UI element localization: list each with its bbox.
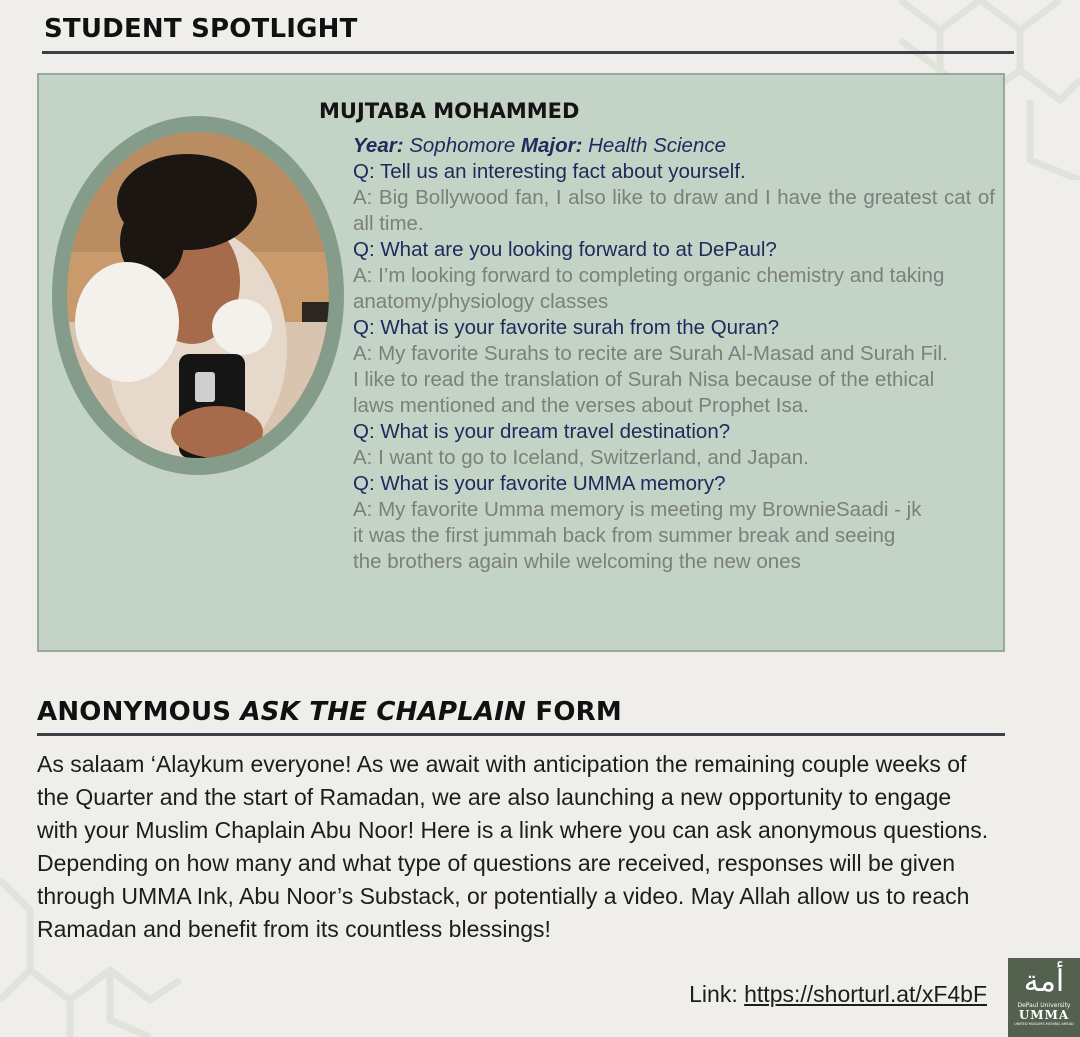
answer-4: A: I want to go to Iceland, Switzerland, and Japan. [353, 446, 809, 469]
form-link-line [689, 981, 987, 1008]
portrait-frame [52, 116, 344, 475]
question-5: Q: What is your favorite UMMA memory? [353, 472, 726, 495]
logo-tagline: UNITED MUSLIMS MOVING AHEAD [1014, 1022, 1074, 1026]
year-value: Sophomore [409, 134, 516, 157]
student-spotlight-card [37, 73, 1005, 652]
link-label: Link: [689, 981, 745, 1007]
logo-name: UMMA [1018, 1008, 1070, 1022]
chaplain-title-divider [37, 733, 1005, 736]
qa-list [353, 133, 995, 575]
major-value: Health Science [588, 134, 727, 157]
answer-3: A: My favorite Surahs to recite are Surah Al-Masad and Surah Fil. I like to read the translation of Surah Nisa because of the ethical laws mentioned and the verses about Prophet Isa. [353, 342, 948, 417]
student-portrait [67, 132, 329, 458]
umma-logo [1008, 958, 1080, 1037]
question-2: Q: What are you looking forward to at DePaul? [353, 238, 777, 261]
form-link[interactable]: https://shorturl.at/xF4bF [744, 981, 987, 1007]
year-label: Year: [353, 134, 404, 157]
logo-university: DePaul University [1017, 1002, 1071, 1009]
logo-arabic-mark: أمة [1023, 964, 1065, 999]
answer-1: A: Big Bollywood fan, I also like to draw and I have the greatest cat of all time. [353, 186, 995, 235]
question-1: Q: Tell us an interesting fact about yourself. [353, 160, 746, 183]
student-name: MUJTABA MOHAMMED [319, 99, 580, 123]
chaplain-section-title [37, 697, 622, 727]
chaplain-title-italic: ASK THE CHAPLAIN [240, 697, 527, 727]
spotlight-title-divider [42, 51, 1014, 54]
question-3: Q: What is your favorite surah from the Quran? [353, 316, 780, 339]
answer-5: A: My favorite Umma memory is meeting my BrownieSaadi - jk it was the first jummah back from summer break and seeing the brothers again while welcoming the new ones [353, 498, 922, 573]
major-label: Major: [520, 134, 583, 157]
chaplain-title-start: ANONYMOUS [37, 697, 241, 727]
chaplain-title-end: FORM [526, 697, 622, 727]
answer-2: A: I’m looking forward to completing organic chemistry and taking anatomy/physiology classes [353, 264, 945, 313]
spotlight-section-title: STUDENT SPOTLIGHT [44, 14, 358, 44]
question-4: Q: What is your dream travel destination? [353, 420, 731, 443]
chaplain-announcement: As salaam ‘Alaykum everyone! As we await with anticipation the remaining couple weeks of the Quarter and the start of Ramadan, we are also launching a new opportunity to engage with your Muslim Chaplain Abu Noor! Here is a link where you can ask anonymous questions. Depending on how many and what type of questions are received, responses will be given through UMMA Ink, Abu Noor’s Substack, or potentially a video. May Allah allow us to reach Ramadan and benefit from its countless blessings! [37, 751, 989, 942]
year-major-line [353, 133, 995, 159]
